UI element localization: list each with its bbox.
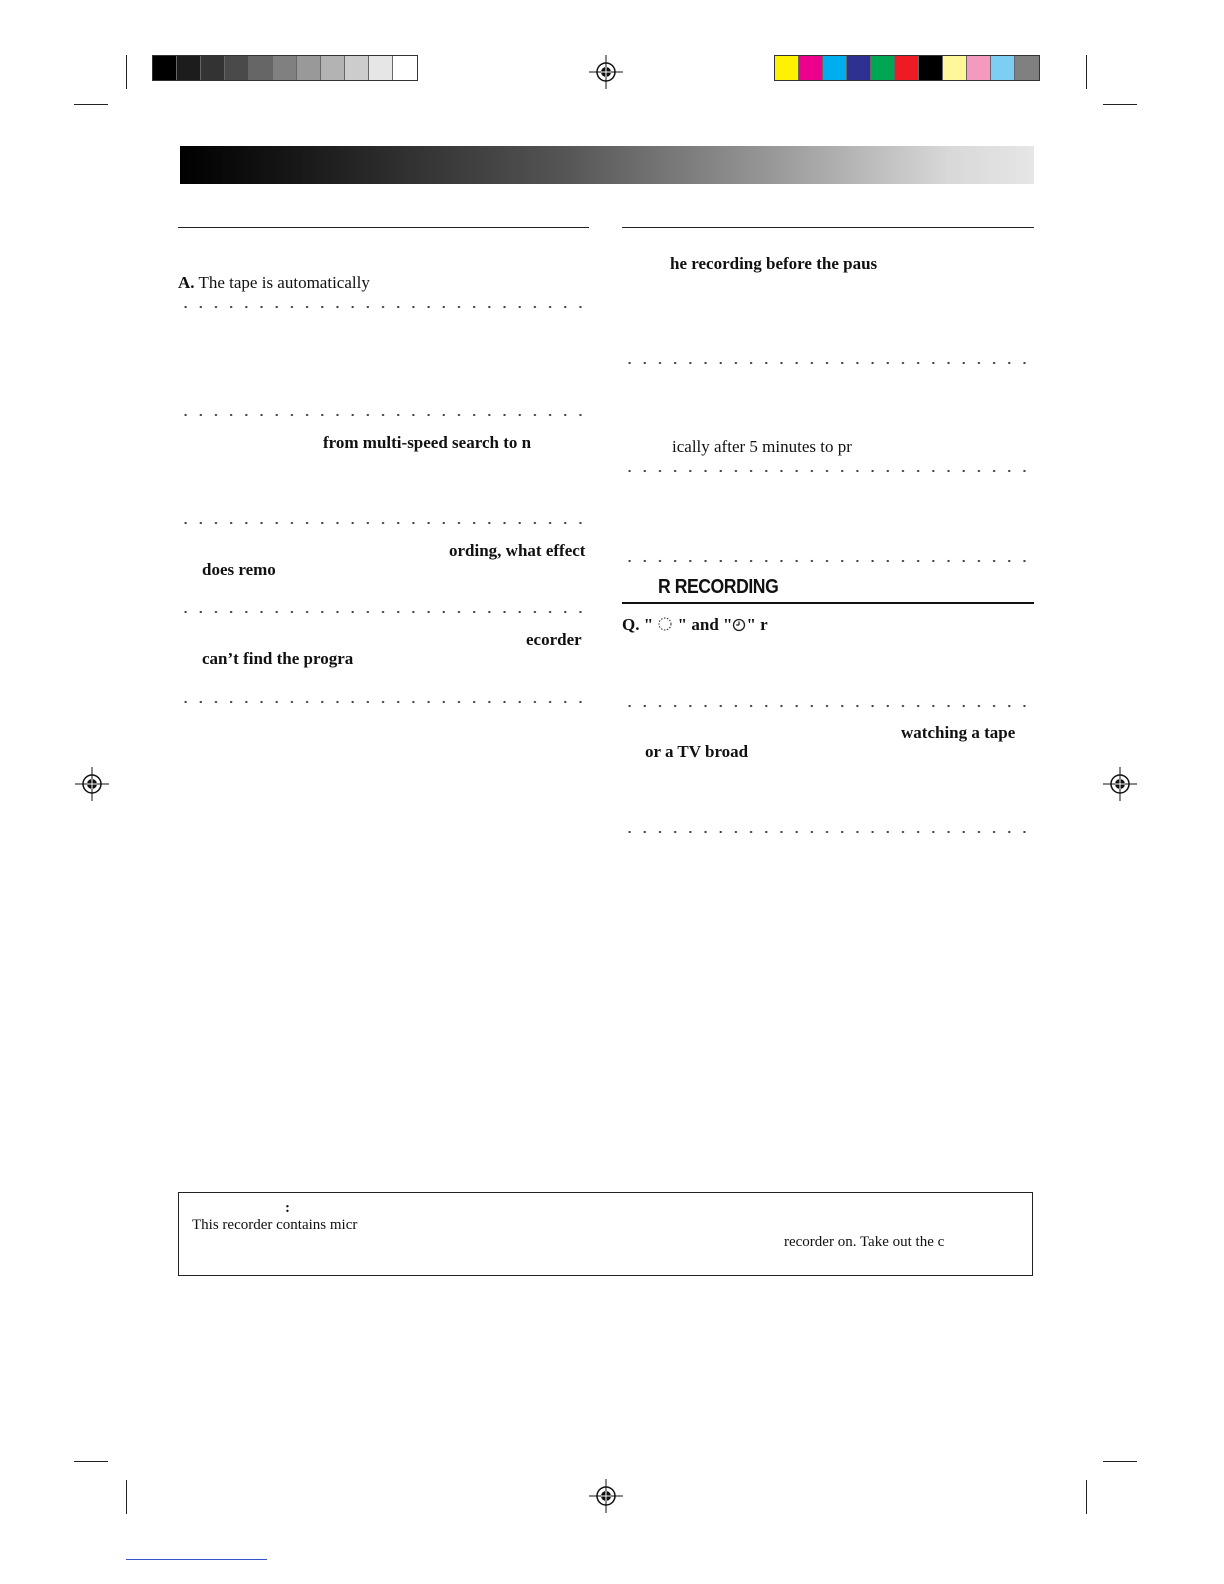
question-watching-tape-line2: or a TV broad — [645, 742, 749, 761]
color-swatch — [321, 56, 345, 80]
color-swatch — [153, 56, 177, 80]
color-swatch — [369, 56, 393, 80]
header-gradient-band — [180, 146, 1034, 184]
question-recording-pause: he recording before the paus — [670, 254, 878, 273]
question-recording-effect-line2: does remo — [202, 560, 276, 579]
clock-icon — [732, 618, 746, 632]
dotted-circle-icon — [657, 616, 673, 632]
registration-target-icon — [589, 55, 623, 89]
dotted-separator — [178, 305, 589, 309]
registration-target-icon — [589, 1479, 623, 1513]
color-swatch — [895, 56, 919, 80]
dotted-separator — [622, 361, 1034, 365]
crop-mark — [126, 55, 127, 89]
crop-mark — [1103, 104, 1137, 105]
color-swatch — [871, 56, 895, 80]
crop-mark — [74, 1461, 108, 1462]
color-swatch — [297, 56, 321, 80]
color-swatch — [225, 56, 249, 80]
color-swatch — [991, 56, 1015, 80]
answer-after-5-minutes: ically after 5 minutes to pr — [672, 437, 852, 456]
note-line-2: recorder on. Take out the c — [784, 1234, 945, 1250]
dotted-separator — [178, 413, 589, 417]
note-line-1: This recorder contains micr — [192, 1217, 358, 1233]
color-swatch — [273, 56, 297, 80]
dotted-separator — [178, 610, 589, 614]
crop-mark — [1086, 1480, 1087, 1514]
crop-mark — [1086, 55, 1087, 89]
answer-text: The tape is automatically — [194, 273, 370, 292]
dotted-separator — [178, 521, 589, 525]
attention-note-box — [178, 1192, 1033, 1276]
color-swatch — [799, 56, 823, 80]
color-registration-bar — [774, 55, 1040, 81]
gray-registration-bar — [152, 55, 418, 81]
color-swatch — [345, 56, 369, 80]
question-indicators — [622, 615, 768, 635]
question-recording-effect-line1: ording, what effect — [449, 541, 586, 560]
question-label: Q. " — [622, 615, 654, 634]
registration-target-icon — [1103, 767, 1137, 801]
color-swatch — [823, 56, 847, 80]
column-top-rule — [622, 227, 1034, 228]
dotted-separator — [622, 704, 1034, 708]
color-swatch — [201, 56, 225, 80]
question-end: " r — [746, 615, 768, 634]
crop-mark — [126, 1480, 127, 1514]
crop-mark — [74, 104, 108, 105]
question-watching-tape-line1: watching a tape — [901, 723, 1016, 742]
dotted-separator — [622, 830, 1034, 834]
color-swatch — [177, 56, 201, 80]
question-recorder-program-line2: can’t find the progra — [202, 649, 354, 668]
question-recorder-program-line1: ecorder — [526, 630, 582, 649]
section-heading-timer-recording: R RECORDING — [658, 576, 779, 598]
color-swatch — [967, 56, 991, 80]
answer-tape-automatic — [178, 273, 370, 293]
dotted-separator — [178, 700, 589, 704]
dotted-separator — [622, 469, 1034, 473]
color-swatch — [775, 56, 799, 80]
color-swatch — [847, 56, 871, 80]
color-swatch — [943, 56, 967, 80]
question-mid: " and " — [677, 615, 733, 634]
note-title: : — [285, 1200, 290, 1216]
column-top-rule — [178, 227, 589, 228]
color-swatch — [919, 56, 943, 80]
dotted-separator — [622, 559, 1034, 563]
crop-mark — [1103, 1461, 1137, 1462]
registration-target-icon — [75, 767, 109, 801]
question-multi-speed-search: from multi-speed search to n — [323, 433, 532, 452]
color-swatch — [393, 56, 417, 80]
footer-blue-line — [126, 1559, 267, 1560]
answer-label: A. — [178, 273, 195, 292]
color-swatch — [249, 56, 273, 80]
section-heading-rule — [622, 602, 1034, 604]
color-swatch — [1015, 56, 1039, 80]
